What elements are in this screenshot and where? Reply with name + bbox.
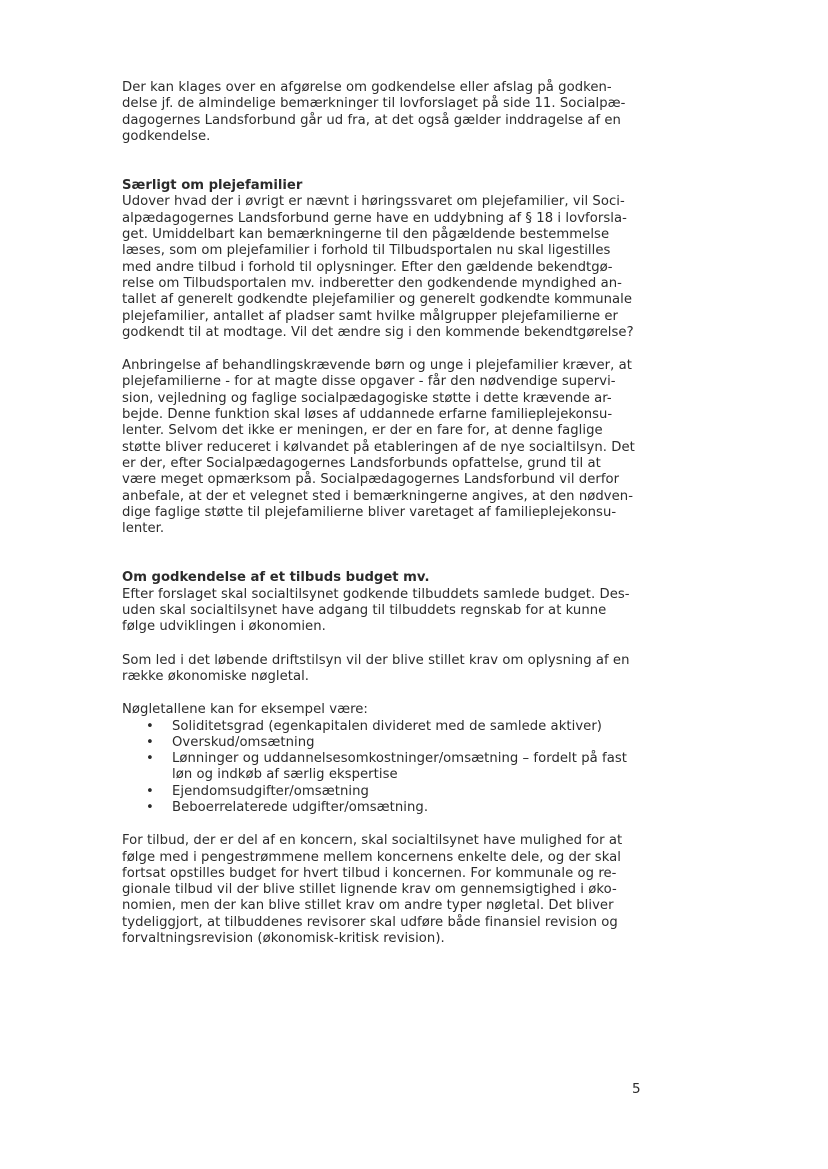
text-line: være meget opmærksom på. Socialpædagogernes Landsforbund vil derfor [122,472,620,488]
list-item-text: Ejendomsudgifter/omsætning [172,783,369,799]
text-line: tydeliggjort, at tilbuddenes revisorer skal udføre både finansiel revision og [122,914,618,930]
text-line: Anbringelse af behandlingskrævende børn og unge i plejefamilier kræver, at [122,358,632,374]
text-line: støtte bliver reduceret i kølvandet på etableringen af de nye socialtilsyn. Det [122,439,635,455]
text-line: plejefamilierne - for at magte disse opgaver - får den nødvendige supervi- [122,374,616,390]
text-line: Efter forslaget skal socialtilsynet godkende tilbuddets samlede budget. Des- [122,586,630,602]
spacer [122,636,642,653]
text-line: række økonomiske nøgletal. [122,668,310,684]
page-number: 5 [632,1081,641,1097]
text-line: lenter. Selvom det ikke er meningen, er der en fare for, at denne faglige [122,423,603,439]
paragraph-foster-families-2 [122,358,642,537]
text-line: gionale tilbud vil der blive stillet lignende krav om gennemsigtighed i øko- [122,882,617,898]
paragraph-complaints [122,80,642,145]
text-line: uden skal socialtilsynet have adgang til tilbuddets regnskab for at kunne [122,603,607,619]
bullet-icon: • [146,734,154,750]
text-line: Der kan klages over en afgørelse om godkendelse eller afslag på godken- [122,80,612,95]
paragraph-budget-1 [122,587,642,636]
spacer [122,685,642,702]
list-item [122,735,642,751]
text-line: sion, vejledning og faglige socialpædagogiske støtte i dette krævende ar- [122,390,612,406]
paragraph-budget-2 [122,653,642,686]
paragraph-budget-3 [122,833,642,947]
text-line: For tilbud, der er del af en koncern, skal socialtilsynet have mulighed for at [122,833,623,849]
bullet-icon: • [146,783,154,799]
key-figures-list [122,719,642,817]
list-item-text: Soliditetsgrad (egenkapitalen divideret med de samlede aktiver) [172,718,602,734]
list-intro: Nøgletallene kan for eksempel være: [122,702,368,718]
text-line: lenter. [122,521,165,537]
text-line: get. Umiddelbart kan bemærkningerne til den pågældende bestemmelse [122,227,610,243]
text-line: fortsat opstilles budget for hvert tilbud i koncernen. For kommunale og re- [122,865,617,881]
text-line: med andre tilbud i forhold til oplysninger. Efter den gældende bekendtgø- [122,259,613,275]
spacer [122,145,642,178]
text-line: dige faglige støtte til plejefamilierne bliver varetaget af familieplejekonsu- [122,504,617,520]
text-line: forvaltningsrevision (økonomisk-kritisk revision). [122,931,445,947]
list-item [122,719,642,735]
spacer [122,341,642,358]
text-line: plejefamilier, antallet af pladser samt hvilke målgrupper plejefamilierne er [122,308,619,324]
bullet-icon: • [146,751,154,767]
list-item-text: Beboerrelaterede udgifter/omsætning. [172,799,429,815]
list-item-text: løn og indkøb af særlig ekspertise [172,767,398,783]
text-line: tallet af generelt godkendte plejefamilier og generelt godkendte kommunale [122,292,633,308]
text-line: delse jf. de almindelige bemærkninger til lovforslaget på side 11. Socialpæ- [122,96,626,112]
text-line: Som led i det løbende driftstilsyn vil der blive stillet krav om oplysning af en [122,652,630,668]
document-body [122,80,642,947]
text-line: godkendelse. [122,128,211,144]
bullet-icon: • [146,799,154,815]
text-line: følge udviklingen i økonomien. [122,619,326,635]
list-item [122,800,642,816]
text-line: læses, som om plejefamilier i forhold til Tilbudsportalen nu skal ligestilles [122,243,611,259]
text-line: anbefale, at der et velegnet sted i bemærkningerne angives, at den nødven- [122,488,634,504]
paragraph-foster-families-1 [122,194,642,341]
bullet-icon: • [146,718,154,734]
text-line: godkendt til at modtage. Vil det ændre sig i den kommende bekendtgørelse? [122,324,634,340]
spacer [122,816,642,833]
spacer [122,537,642,570]
text-line: nomien, men der kan blive stillet krav om andre typer nøgletal. Det bliver [122,898,614,914]
section-heading-foster-families: Særligt om plejefamilier [122,178,303,194]
text-line: bejde. Denne funktion skal løses af uddannede erfarne familieplejekonsu- [122,407,613,423]
list-item [122,784,642,800]
text-line: relse om Tilbudsportalen mv. indberetter den godkendende myndighed an- [122,275,622,291]
list-item-text: Lønninger og uddannelsesomkostninger/omsætning – fordelt på fast [172,751,627,767]
text-line: dagogernes Landsforbund går ud fra, at det også gælder inddragelse af en [122,112,621,128]
list-item-text: Overskud/omsætning [172,734,315,750]
section-heading-budget-approval: Om godkendelse af et tilbuds budget mv. [122,570,430,586]
text-line: er der, efter Socialpædagogernes Landsforbunds opfattelse, grund til at [122,455,601,471]
text-line: alpædagogernes Landsforbund gerne have en uddybning af § 18 i lovforsla- [122,210,627,226]
text-line: Udover hvad der i øvrigt er nævnt i høringssvaret om plejefamilier, vil Soci- [122,194,625,210]
list-item [122,751,642,784]
text-line: følge med i pengestrømmene mellem koncernens enkelte dele, og der skal [122,849,622,865]
